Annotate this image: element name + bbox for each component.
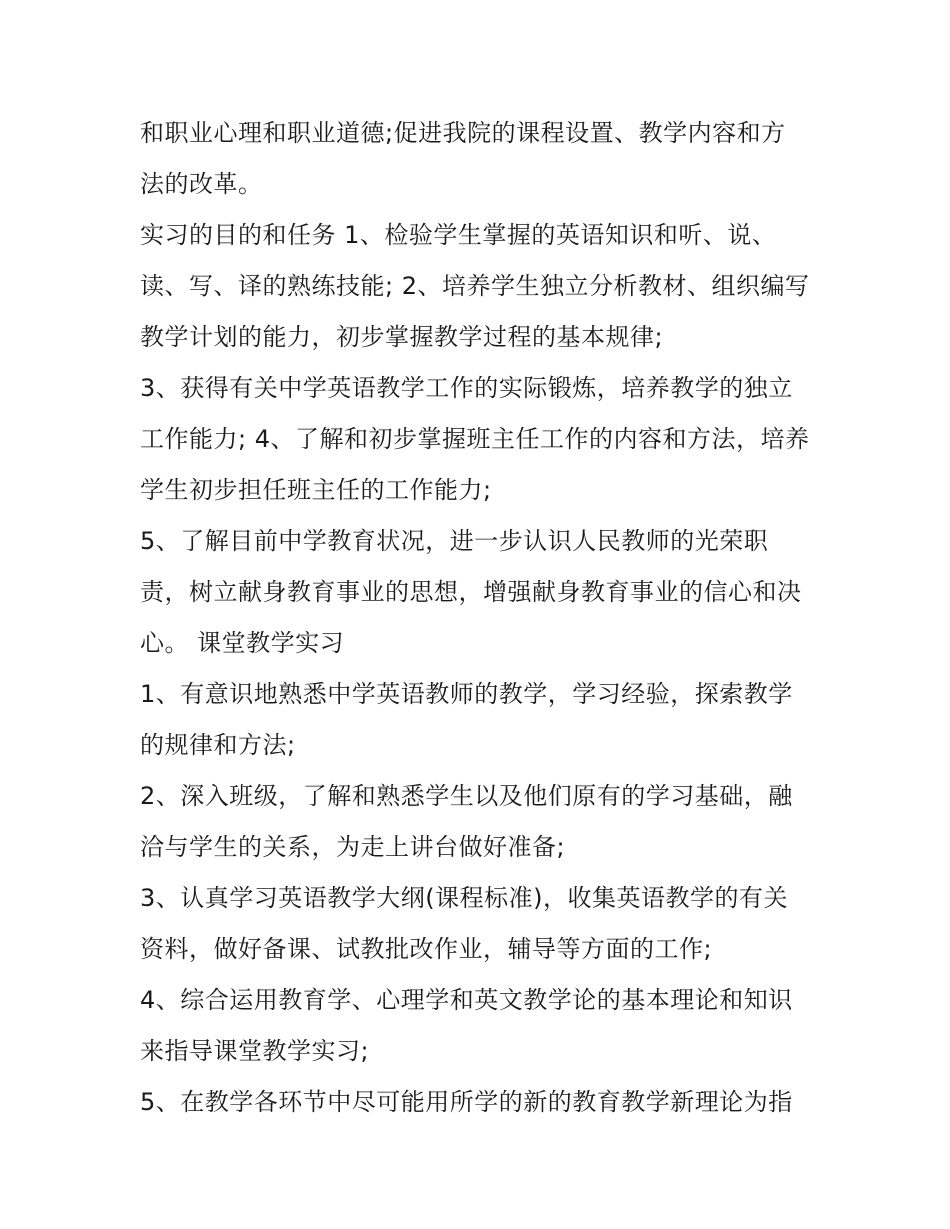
text-line: 实习的目的和任务 1、检验学生掌握的英语知识和听、说、 xyxy=(140,221,777,249)
text-line: 来指导课堂教学实习; xyxy=(140,1037,370,1065)
text-line: 2、深入班级，了解和熟悉学生以及他们原有的学习基础，融 xyxy=(140,782,793,810)
text-line: 读、写、译的熟练技能; 2、培养学生独立分析教材、组织编写 xyxy=(140,272,810,300)
text-line: 1、有意识地熟悉中学英语教师的教学，学习经验，探索教学 xyxy=(140,680,793,708)
text-line: 洽与学生的关系，为走上讲台做好准备; xyxy=(140,833,566,861)
text-line: 工作能力; 4、了解和初步掌握班主任工作的内容和方法，培养 xyxy=(140,425,810,453)
text-line: 资料，做好备课、试教批改作业，辅导等方面的工作; xyxy=(140,935,713,963)
text-line: 4、综合运用教育学、心理学和英文教学论的基本理论和知识 xyxy=(140,986,793,1014)
body-text xyxy=(140,108,820,1128)
text-line: 3、认真学习英语教学大纲(课程标准)，收集英语教学的有关 xyxy=(140,884,788,912)
text-line: 心。 课堂教学实习 xyxy=(140,629,345,657)
text-line: 法的改革。 xyxy=(140,170,263,198)
text-line: 和职业心理和职业道德;促进我院的课程设置、教学内容和方 xyxy=(140,119,786,147)
text-line: 的规律和方法; xyxy=(140,731,296,759)
text-line: 5、在教学各环节中尽可能用所学的新的教育教学新理论为指 xyxy=(140,1088,793,1116)
text-line: 3、获得有关中学英语教学工作的实际锻炼，培养教学的独立 xyxy=(140,374,793,402)
text-line: 教学计划的能力，初步掌握教学过程的基本规律; xyxy=(140,323,664,351)
text-line: 5、了解目前中学教育状况，进一步认识人民教师的光荣职 xyxy=(140,527,769,555)
text-line: 责，树立献身教育事业的思想，增强献身教育事业的信心和决 xyxy=(140,578,802,606)
text-line: 学生初步担任班主任的工作能力; xyxy=(140,476,492,504)
